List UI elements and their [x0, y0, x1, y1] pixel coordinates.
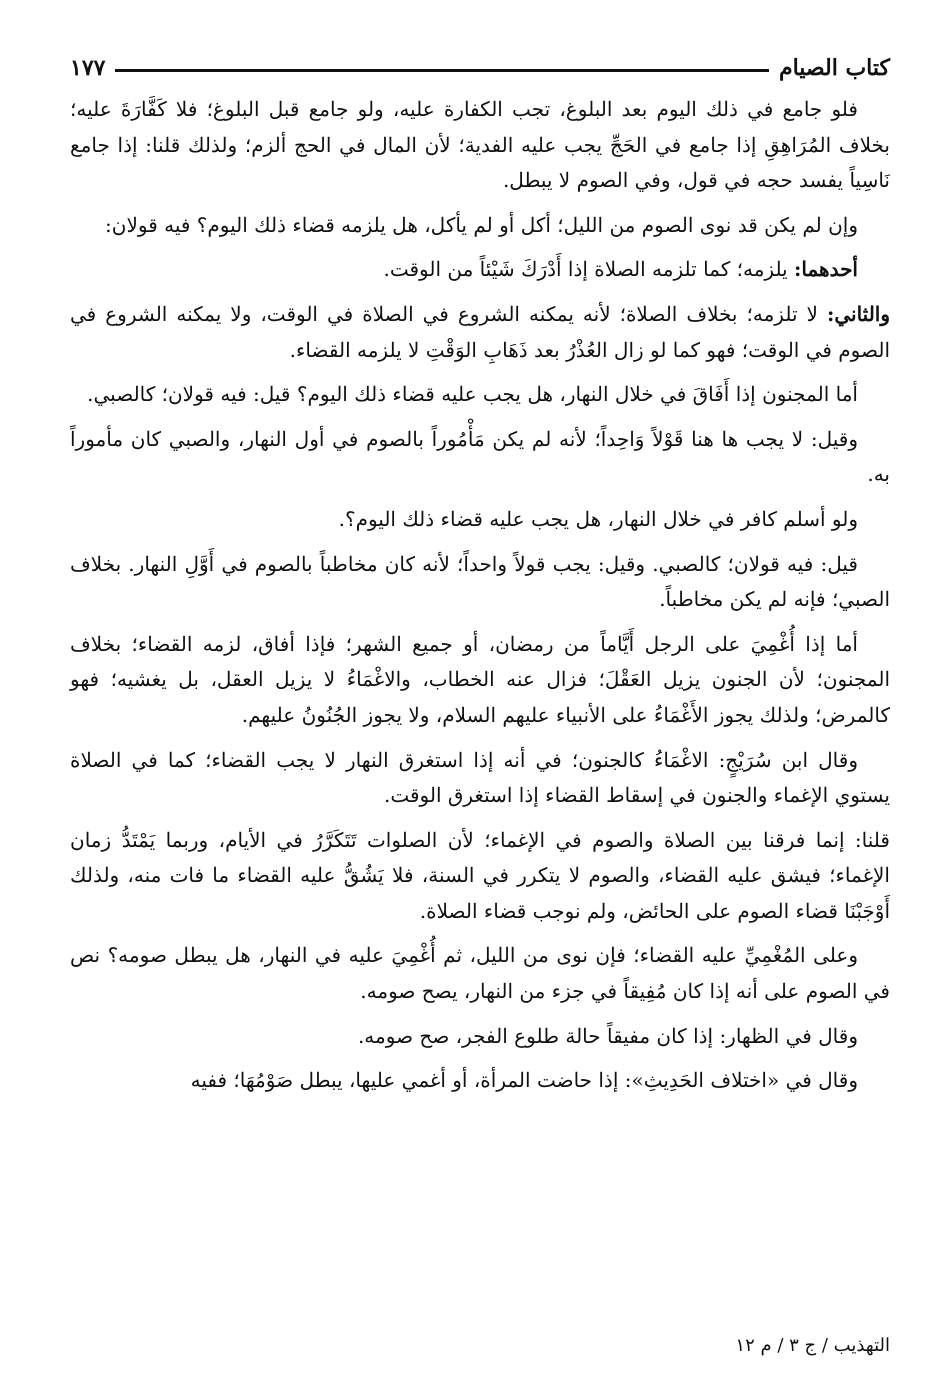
paragraph-text: ولو أسلم كافر في خلال النهار، هل يجب عليه قضاء ذلك اليوم؟.	[338, 506, 858, 531]
paragraph-lead: أحدهما:	[793, 257, 858, 282]
paragraph-4	[70, 297, 890, 368]
book-page	[70, 50, 890, 1370]
paragraph-text: قلنا: إنما فرقنا بين الصلاة والصوم في الإغماء؛ لأن الصلوات تَتَكَرَّرُ في الأيام، وربما يَمْتَدُّ زمان الإغماء؛ فيشق عليه القضاء، والصوم لا يتكرر في السنة، فلا يَشُقُّ عليه القضاء ما فات منه، ولذلك أَوْجَبْنَا قضاء الصوم على الحائض، ولم نوجب قضاء الصلاة.	[70, 827, 890, 923]
paragraph-text: وقال في «اختلاف الحَدِيثِ»: إذا حاضت المرأة، أو أغمي عليها، يبطل صَوْمُهَا؛ ففيه	[190, 1068, 858, 1093]
paragraph-9	[70, 627, 890, 734]
paragraph-text: أما إذا أُغْمِيَ على الرجل أَيَّاماً من رمضان، أو جميع الشهر؛ فإذا أفاق، لزمه القضاء؛ بخلاف المجنون؛ لأن الجنون يزيل العَقْلَ؛ فزال عنه الخطاب، والاغْمَاءُ لا يزيل العقل، بل يغشيه؛ فهو كالمرض؛ ولذلك يجوز الأَغْمَاءُ على الأنبياء عليهم السلام، ولا يجوز الجُنُونُ عليهم.	[70, 631, 890, 727]
paragraph-text: فلو جامع في ذلك اليوم بعد البلوغ، تجب الكفارة عليه، ولو جامع قبل البلوغ؛ فلا كَفَّارَةَ عليه؛ بخلاف المُرَاهِقِ إذا جامع في الحَجِّ يجب عليه الفدية؛ لأن المال في الحج ألزم؛ ولذلك قلنا: إذا جامع نَاسِياً يفسد حجه في قول، وفي الصوم لا يبطل.	[70, 97, 890, 193]
paragraph-5	[70, 377, 890, 413]
paragraph-1	[70, 92, 890, 199]
paragraph-text: وإن لم يكن قد نوى الصوم من الليل؛ أكل أو لم يأكل، هل يلزمه قضاء ذلك اليوم؟ فيه قولان:	[105, 212, 858, 237]
paragraph-text: وقال ابن سُرَيْجٍ: الاغْمَاءُ كالجنون؛ في أنه إذا استغرق النهار لا يجب القضاء؛ كما في الصلاة يستوي الإغماء والجنون في إسقاط القضاء إذا استغرق الوقت.	[70, 747, 890, 808]
chapter-title: كتاب الصيام	[778, 55, 890, 81]
paragraph-3	[70, 252, 890, 288]
header-rule	[115, 69, 769, 72]
page-number: ١٧٧	[70, 55, 106, 81]
body-text	[70, 92, 890, 1099]
paragraph-14	[70, 1063, 890, 1099]
paragraph-2	[70, 208, 890, 244]
paragraph-text: يلزمه؛ كما تلزمه الصلاة إذا أَدْرَكَ شَيْئاً من الوقت.	[383, 257, 788, 282]
paragraph-lead: والثاني:	[826, 301, 891, 326]
paragraph-6	[70, 422, 890, 493]
paragraph-13	[70, 1019, 890, 1055]
signature-mark: التهذيب / ج ٣ / م ١٢	[735, 1335, 890, 1356]
paragraph-10	[70, 743, 890, 814]
paragraph-text: وقيل: لا يجب ها هنا قَوْلاً وَاحِداً؛ لأنه لم يكن مَأْمُوراً بالصوم في أول النهار، والصبي كان مأموراً به.	[70, 426, 890, 487]
paragraph-text: لا تلزمه؛ بخلاف الصلاة؛ لأنه يمكنه الشروع في الصلاة في الوقت، ولا يمكنه الشروع في الصوم في الوقت؛ فهو كما لو زال العُذْرُ بعد ذَهَابِ الوَقْتِ لا يلزمه القضاء.	[70, 301, 890, 362]
running-header	[70, 50, 890, 86]
paragraph-text: وعلى المُغْمِيِّ عليه القضاء؛ فإن نوى من الليل، ثم أُغْمِيَ عليه في النهار، هل يبطل صومه؟ نص في الصوم على أنه إذا كان مُفِيقاً في جزء من النهار، يصح صومه.	[70, 943, 890, 1004]
paragraph-11	[70, 823, 890, 930]
paragraph-text: أما المجنون إذا أَفَاقَ في خلال النهار، هل يجب عليه قضاء ذلك اليوم؟ قيل: فيه قولان؛ كالصبي.	[87, 382, 858, 407]
paragraph-text: قيل: فيه قولان؛ كالصبي. وقيل: يجب قولاً واحداً؛ لأنه كان مخاطباً بالصوم في أَوَّلِ النهار. بخلاف الصبي؛ فإنه لم يكن مخاطباً.	[70, 551, 890, 612]
paragraph-7	[70, 502, 890, 538]
paragraph-12	[70, 938, 890, 1009]
paragraph-8	[70, 547, 890, 618]
paragraph-text: وقال في الظهار: إذا كان مفيقاً حالة طلوع الفجر، صح صومه.	[357, 1023, 858, 1048]
